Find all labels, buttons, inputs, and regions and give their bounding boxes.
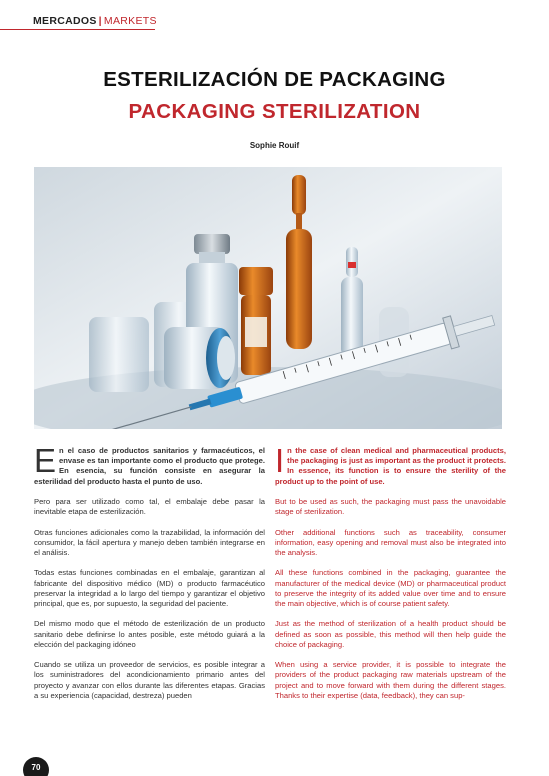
section-separator: | bbox=[98, 15, 102, 27]
vials-and-syringe-photo bbox=[34, 167, 502, 429]
paragraph-en: All these functions combined in the packaging, guarantee the manufacturer of the medical device (MD) or pharmaceutical product to preserve the integrity of its added value over time and to ensure the main objective, which is of course patient safety. bbox=[275, 568, 506, 608]
paragraph-es: Del mismo modo que el método de esterilización de un producto sanitario debe definirse lo antes posible, este método guiará a la elección del packaging idóneo bbox=[34, 619, 265, 649]
lead-text-es: n el caso de productos sanitarios y farmacéuticos, el envase es tan importante como el producto que protege. En esencia, su función consiste en asegurar la esterilidad del producto hasta el punto de uso. bbox=[34, 446, 265, 486]
article-column-spanish bbox=[34, 442, 265, 711]
lead-text-en: n the case of clean medical and pharmaceutical products, the packaging is just as important as the product it protects. In essence, its function is to ensure the sterility of the product up to the point of use. bbox=[275, 446, 506, 486]
section-rule bbox=[0, 29, 155, 30]
page-number-badge: 70 bbox=[23, 757, 49, 776]
paragraph-es: Otras funciones adicionales como la trazabilidad, la información del consumidor, la fácil apertura y manejo deben también integrarse en el análisis. bbox=[34, 527, 265, 557]
paragraph-en: Other additional functions such as traceability, consumer information, easy opening and removal must also be integrated into the analysis. bbox=[275, 527, 506, 557]
section-label-en: MARKETS bbox=[103, 15, 157, 27]
section-tag bbox=[33, 15, 157, 27]
section-label-es: MERCADOS bbox=[33, 15, 97, 27]
paragraph-en: Just as the method of sterilization of a health product should be defined as soon as possible, this method will then help guide the choice of packaging. bbox=[275, 619, 506, 649]
paragraph-en: But to be used as such, the packaging must pass the unavoidable stage of sterilization. bbox=[275, 497, 506, 517]
article-column-english bbox=[275, 442, 506, 711]
paragraph-es: Cuando se utiliza un proveedor de servicios, es posible integrar a los suministradores del acondicionamiento primario antes del proyecto y avanzar con ellos durante las diferentes etapas. Gracias a su experiencia (capacidad, destreza) pueden bbox=[34, 660, 265, 700]
dropcap-en: I bbox=[275, 442, 285, 479]
author-byline: Sophie Rouif bbox=[249, 141, 300, 150]
title-english: PACKAGING STERILIZATION bbox=[128, 100, 421, 123]
title-spanish: ESTERILIZACIÓN DE PACKAGING bbox=[103, 68, 446, 91]
lead-paragraph-en bbox=[275, 442, 506, 487]
dropcap-es: E bbox=[34, 442, 57, 479]
paragraph-en: When using a service provider, it is possible to integrate the providers of the product packaging raw materials upstream of the project and to move forward with them during the different stages. Thanks to their expertise (data, feedback), they can sup- bbox=[275, 660, 506, 700]
paragraph-es: Todas estas funciones combinadas en el embalaje, garantizan al fabricante del dispositivo médico (MD) o producto farmacéutico preservar la integridad a lo largo del tiempo y garantizar el objetivo principal, que es, por supuesto, la seguridad del paciente. bbox=[34, 568, 265, 608]
paragraph-es: Pero para ser utilizado como tal, el embalaje debe pasar la inevitable etapa de esterilización. bbox=[34, 497, 265, 517]
lead-paragraph-es bbox=[34, 442, 265, 487]
